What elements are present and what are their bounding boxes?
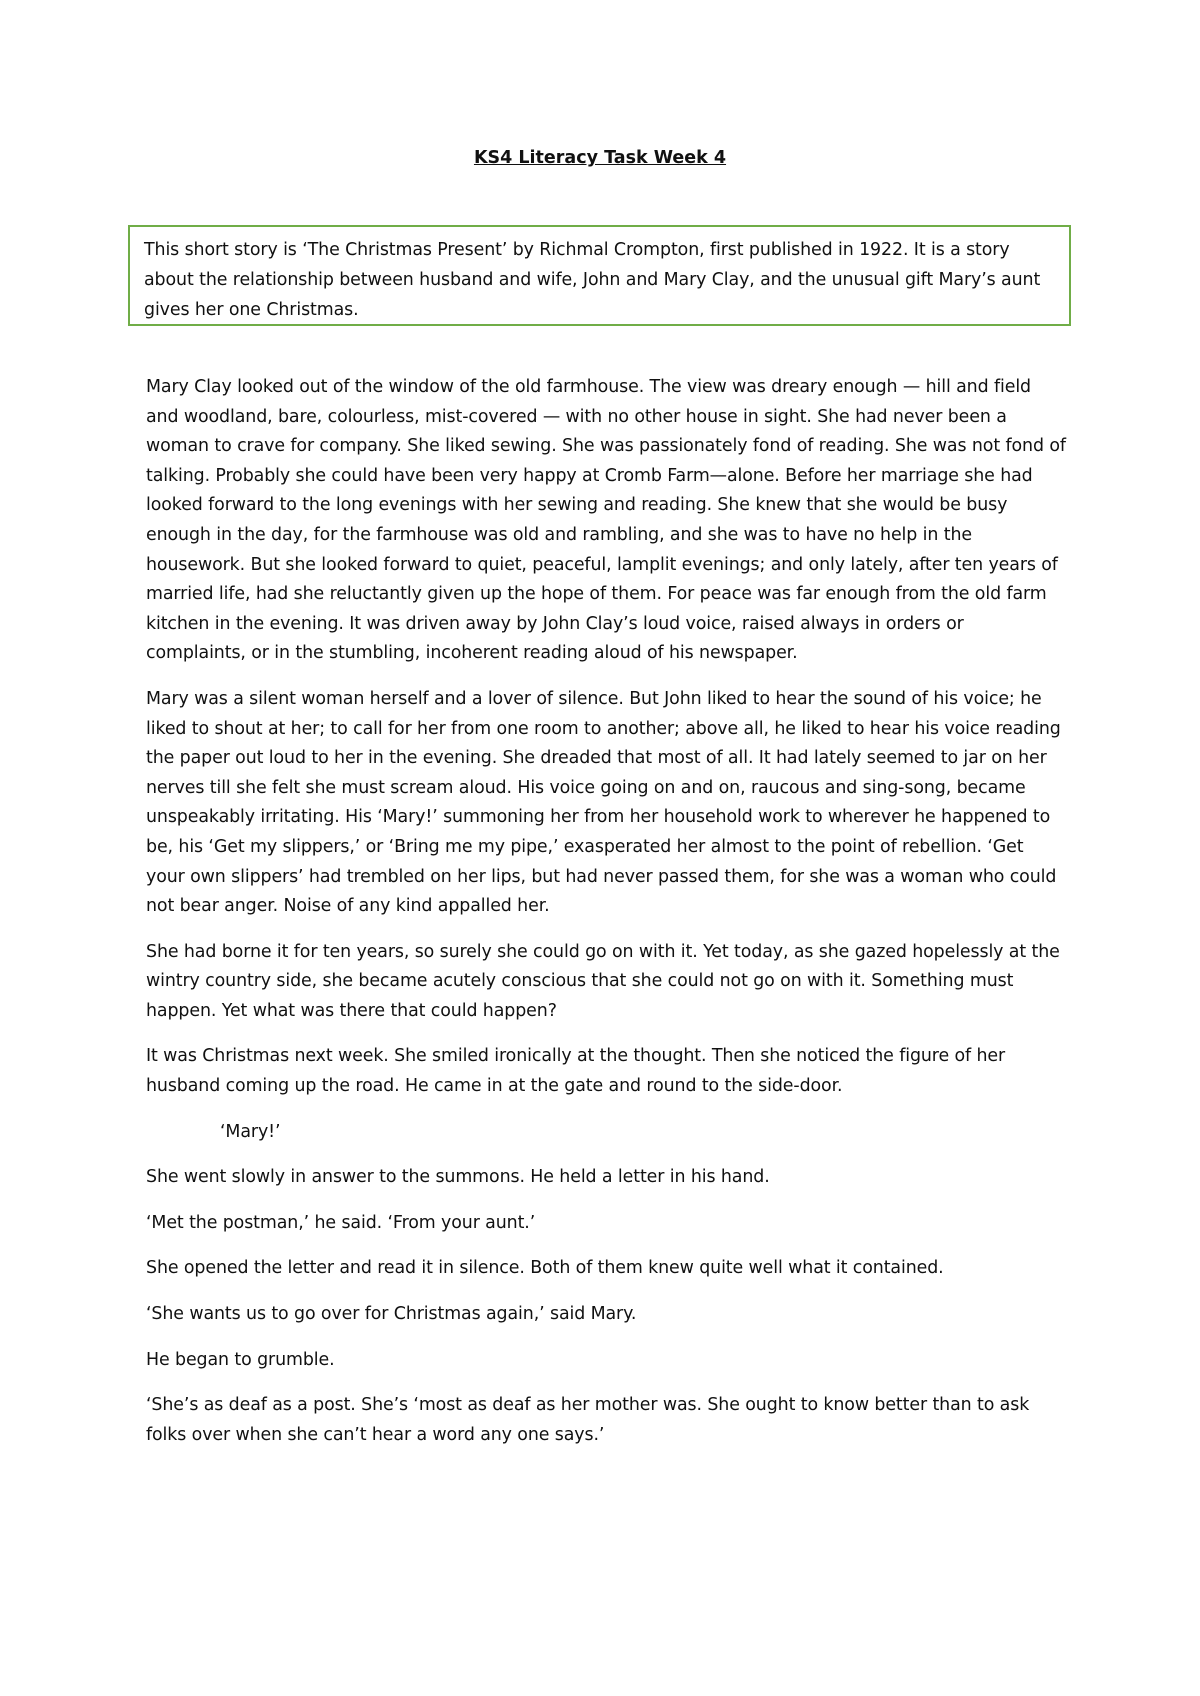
- story-paragraph: He began to grumble.: [146, 1349, 335, 1370]
- story-paragraph: ‘Met the postman,’ he said. ‘From your aunt.’: [146, 1212, 536, 1233]
- story-paragraph: It was Christmas next week. She smiled ironically at the thought. Then she noticed the figure of her husband coming up the road. He came in at the gate and round to the side-door.: [146, 1046, 1006, 1097]
- story-paragraph: She opened the letter and read it in silence. Both of them knew quite well what it contained.: [146, 1258, 944, 1279]
- story-paragraph: Mary was a silent woman herself and a lover of silence. But John liked to hear the sound of his voice; he liked to shout at her; to call for her from one room to another; above all, he liked to hear his voice reading the paper out loud to her in the evening. She dreaded that most of all. It had lately seemed to jar on her nerves till she felt she must scream aloud. His voice going on and on, raucous and sing-song, became unspeakably irritating. His ‘Mary!’ summoning her from her household work to wherever he happened to be, his ‘Get my slippers,’ or ‘Bring me my pipe,’ exasperated her almost to the point of rebellion. ‘Get your own slippers’ had trembled on her lips, but had never passed them, for she was a woman who could not bear anger. Noise of any kind appalled her.: [146, 688, 1061, 917]
- story-paragraph: Mary Clay looked out of the window of the old farmhouse. The view was dreary enough — hill and field and woodland, bare, colourless, mist-covered — with no other house in sight. She had never been a woman to crave for company. She liked sewing. She was passionately fond of reading. She was not fond of talking. Probably she could have been very happy at Cromb Farm—alone. Before her marriage she had looked forward to the long evenings with her sewing and reading. She knew that she would be busy enough in the day, for the farmhouse was old and rambling, and she was to have no help in the housework. But she looked forward to quiet, peaceful, lamplit evenings; and only lately, after ten years of married life, had she reluctantly given up the hope of them. For peace was far enough from the old farm kitchen in the evening. It was driven away by John Clay’s loud voice, raised always in orders or complaints, or in the stumbling, incoherent reading aloud of his newspaper.: [146, 377, 1066, 664]
- document-title: KS4 Literacy Task Week 4: [473, 148, 727, 168]
- story-paragraph: She had borne it for ten years, so surely she could go on with it. Yet today, as she gazed hopelessly at the wintry country side, she became acutely conscious that she could not go on with it. Something must happen. Yet what was there that could happen?: [146, 941, 1060, 1021]
- story-paragraph: ‘She wants us to go over for Christmas again,’ said Mary.: [146, 1304, 637, 1325]
- intro-box: [128, 225, 1071, 326]
- intro-text: This short story is ‘The Christmas Present’ by Richmal Crompton, first published in 1922. It is a story about the relationship between husband and wife, John and Mary Clay, and the unusual gift Mary’s aunt gives her one Christmas.: [144, 240, 1041, 320]
- story-paragraph: She went slowly in answer to the summons. He held a letter in his hand.: [146, 1167, 770, 1188]
- story-body: [146, 373, 1066, 1466]
- story-paragraph: ‘She’s as deaf as a post. She’s ‘most as deaf as her mother was. She ought to know better than to ask folks over when she can’t hear a word any one says.’: [146, 1395, 1030, 1445]
- story-paragraph: ‘Mary!’: [220, 1121, 281, 1142]
